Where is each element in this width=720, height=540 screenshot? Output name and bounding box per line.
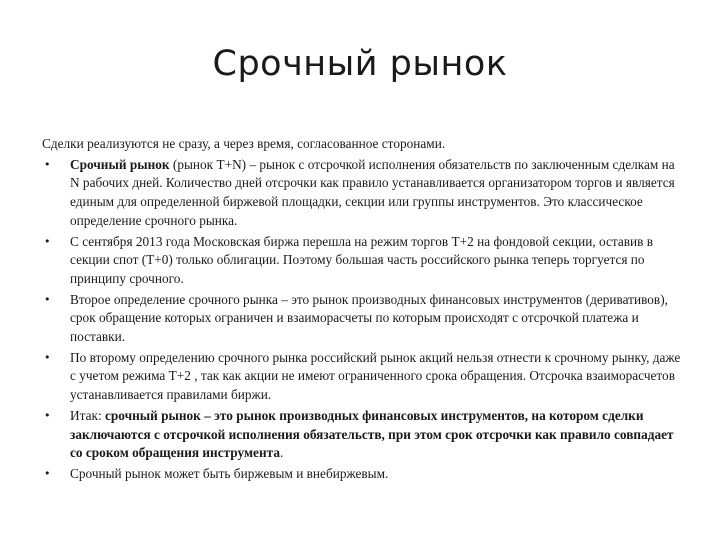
bullet-item bbox=[42, 291, 687, 347]
bullet-text: По второму определению срочного рынка российский рынок акций нельзя отнести к срочному рынку, даже с учетом режима T+2 , так как акции не имеют ограниченного срока обращения. Отсрочка взаиморасчетов устанавливается правилами биржи. bbox=[70, 349, 681, 403]
slide-title: Срочный рынок bbox=[212, 44, 508, 84]
bullet-text: Второе определение срочного рынка – это рынок производных финансовых инструментов (деривативов), срок обращение которых ограничен и взаиморасчеты по которым происходят с отсрочкой платежа и поставки. bbox=[70, 291, 668, 345]
bullet-text: Срочный рынок может быть биржевым и внебиржевым. bbox=[70, 465, 389, 481]
bullet-prefix-text: Итак: bbox=[70, 407, 105, 423]
bullet-item bbox=[42, 465, 687, 484]
bullet-item bbox=[42, 156, 687, 231]
bullet-dot-icon: • bbox=[44, 350, 51, 364]
intro-text: Сделки реализуются не сразу, а через время, согласованное сторонами. bbox=[42, 136, 446, 151]
bullet-dot-icon: • bbox=[44, 157, 51, 171]
bullet-dot-icon: • bbox=[44, 292, 51, 306]
bullet-item bbox=[42, 407, 687, 463]
bullet-list bbox=[42, 156, 687, 484]
bullet-suffix-text: . bbox=[279, 445, 284, 461]
slide-content bbox=[42, 135, 687, 486]
bullet-item bbox=[42, 349, 687, 405]
bullet-bold-text: срочный рынок – это рынок производных финансовых инструментов, на котором сделки заключаются с отсрочкой исполнения обязательств, при этом срок отсрочки как правило совпадает со сроком обращения инструмента bbox=[70, 407, 674, 461]
bullet-item bbox=[42, 233, 687, 289]
bullet-text: (рынок T+N) – рынок с отсрочкой исполнения обязательств по заключенным сделкам на N рабочих дней. Количество дней отсрочки как правило устанавливается организатором торгов и является единым для определенной биржевой площадки, секции или группы инструментов. Это классическое определение срочного рынка. bbox=[70, 156, 675, 228]
bullet-dot-icon: • bbox=[44, 408, 51, 422]
bullet-text: С сентября 2013 года Московская биржа перешла на режим торгов T+2 на фондовой секции, оставив в секции спот (T+0) только облигации. Поэтому большая часть российского рынка теперь торгуется по принципу срочного. bbox=[70, 233, 653, 286]
bullet-dot-icon: • bbox=[44, 466, 51, 480]
bullet-dot-icon: • bbox=[44, 234, 51, 248]
bullet-bold-text: Срочный рынок bbox=[70, 156, 170, 172]
